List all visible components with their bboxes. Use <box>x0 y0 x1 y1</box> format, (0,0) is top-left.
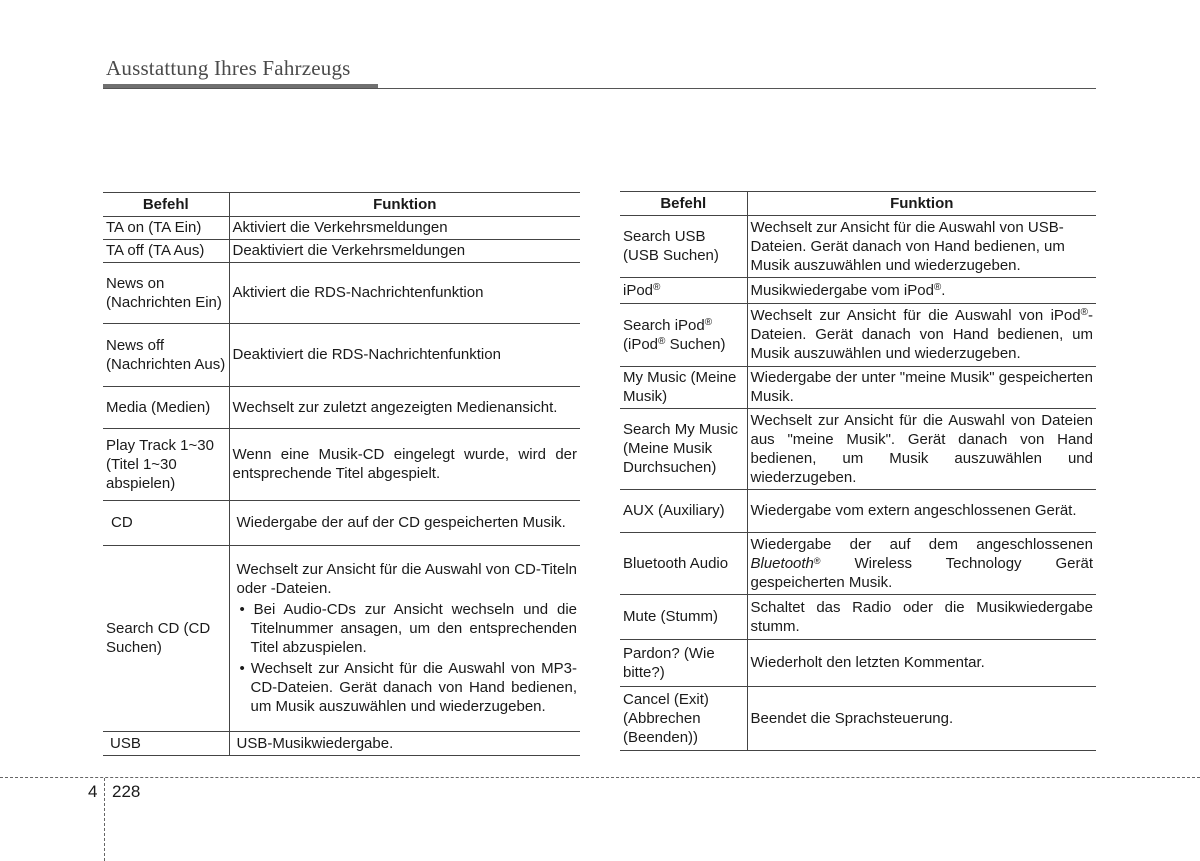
command-cell: My Music (Meine Musik) <box>620 367 747 409</box>
command-table-left <box>103 192 580 756</box>
command-cell: Cancel (Exit) (Abbrechen (Beenden)) <box>620 687 747 751</box>
command-table-right <box>620 191 1096 751</box>
bullet-item: • Bei Audio-CDs zur Ansicht wechseln und die Titelnummer ansagen, um den entsprechenden Titel abzuspielen. <box>239 601 577 656</box>
command-cell: Bluetooth Audio <box>620 533 747 595</box>
function-cell: Wechselt zur Ansicht für die Auswahl von Dateien aus "meine Musik". Gerät danach von Hand bedienen, um Musik auszuwählen und wiederzugeben. <box>747 409 1096 490</box>
function-cell <box>229 546 580 732</box>
table-row <box>103 732 580 756</box>
command-cell: USB <box>103 732 229 756</box>
command-cell: Search My Music (Meine Musik Durchsuchen) <box>620 409 747 490</box>
function-cell: Wiedergabe der auf der CD gespeicherten Musik. <box>229 501 580 546</box>
table-row <box>620 595 1096 640</box>
function-cell: Wechselt zur Ansicht für die Auswahl von USB-Dateien. Gerät danach von Hand bedienen, um Musik auszuwählen und wiederzugeben. <box>747 216 1096 278</box>
table-row <box>620 409 1096 490</box>
function-cell: Beendet die Sprachsteuerung. <box>747 687 1096 751</box>
function-cell: Wechselt zur Ansicht für die Auswahl von iPod®-Dateien. Gerät danach von Hand bedienen, um Musik auszuwählen und wiederzugeben. <box>747 304 1096 367</box>
footer-dashed-rule <box>0 777 1200 778</box>
table-row <box>620 278 1096 304</box>
function-cell: Schaltet das Radio oder die Musikwiedergabe stumm. <box>747 595 1096 640</box>
table-row <box>103 387 580 429</box>
function-cell: Wiederholt den letzten Kommentar. <box>747 640 1096 687</box>
command-cell: Search CD (CD Suchen) <box>103 546 229 732</box>
command-cell: News on (Nachrichten Ein) <box>103 263 229 324</box>
page-number: 228 <box>112 782 141 801</box>
command-cell: TA on (TA Ein) <box>103 217 229 240</box>
command-cell: Search iPod® (iPod® Suchen) <box>620 304 747 367</box>
command-cell: iPod® <box>620 278 747 304</box>
table-header-row <box>620 192 1096 216</box>
footer-dashed-margin-line <box>104 778 105 861</box>
function-cell: Wiedergabe der unter "meine Musik" gespeicherten Musik. <box>747 367 1096 409</box>
command-cell: Mute (Stumm) <box>620 595 747 640</box>
table-row <box>620 687 1096 751</box>
table-row <box>103 501 580 546</box>
command-cell: Media (Medien) <box>103 387 229 429</box>
function-cell: Deaktiviert die Verkehrsmeldungen <box>229 240 580 263</box>
function-cell: Deaktiviert die RDS-Nachrichtenfunktion <box>229 324 580 387</box>
column-header-befehl: Befehl <box>620 192 747 216</box>
table-header-row <box>103 193 580 217</box>
function-cell: Aktiviert die RDS-Nachrichtenfunktion <box>229 263 580 324</box>
function-cell: Wenn eine Musik-CD eingelegt wurde, wird der entsprechende Titel abgespielt. <box>229 429 580 501</box>
table-row <box>620 533 1096 595</box>
table-row <box>620 490 1096 533</box>
table-row <box>103 263 580 324</box>
page-header-title: Ausstattung Ihres Fahrzeugs <box>106 56 351 80</box>
command-cell: Play Track 1~30 (Titel 1~30 abspielen) <box>103 429 229 501</box>
command-cell: AUX (Auxiliary) <box>620 490 747 533</box>
table-row <box>620 640 1096 687</box>
table-row <box>103 324 580 387</box>
command-cell: News off (Nachrichten Aus) <box>103 324 229 387</box>
function-cell: Wiedergabe der auf dem angeschlossenen Bluetooth® Wireless Technology Gerät gespeicherten Musik. <box>747 533 1096 595</box>
function-cell: Musikwiedergabe vom iPod®. <box>747 278 1096 304</box>
header-rule <box>103 88 1096 89</box>
function-cell: Aktiviert die Verkehrsmeldungen <box>229 217 580 240</box>
command-cell: Search USB (USB Suchen) <box>620 216 747 278</box>
table-row <box>103 429 580 501</box>
table-row <box>620 216 1096 278</box>
table-row <box>103 240 580 263</box>
bullet-item: • Wechselt zur Ansicht für die Auswahl von MP3-CD-Dateien. Gerät danach von Hand bedienen, um Musik auszuwählen und wiederzugeben. <box>239 660 577 715</box>
function-cell: Wiedergabe vom extern angeschlossenen Gerät. <box>747 490 1096 533</box>
column-header-befehl: Befehl <box>103 193 229 217</box>
command-cell: Pardon? (Wie bitte?) <box>620 640 747 687</box>
chapter-number: 4 <box>88 782 98 801</box>
table-row <box>103 217 580 240</box>
command-cell: TA off (TA Aus) <box>103 240 229 263</box>
function-text: Wechselt zur Ansicht für die Auswahl von CD-Titeln oder -Dateien. <box>236 561 577 597</box>
table-row <box>620 367 1096 409</box>
function-cell: USB-Musikwiedergabe. <box>229 732 580 756</box>
function-cell: Wechselt zur zuletzt angezeigten Medienansicht. <box>229 387 580 429</box>
command-cell: CD <box>103 501 229 546</box>
table-row <box>620 304 1096 367</box>
column-header-funktion: Funktion <box>229 193 580 217</box>
column-header-funktion: Funktion <box>747 192 1096 216</box>
table-row <box>103 546 580 732</box>
